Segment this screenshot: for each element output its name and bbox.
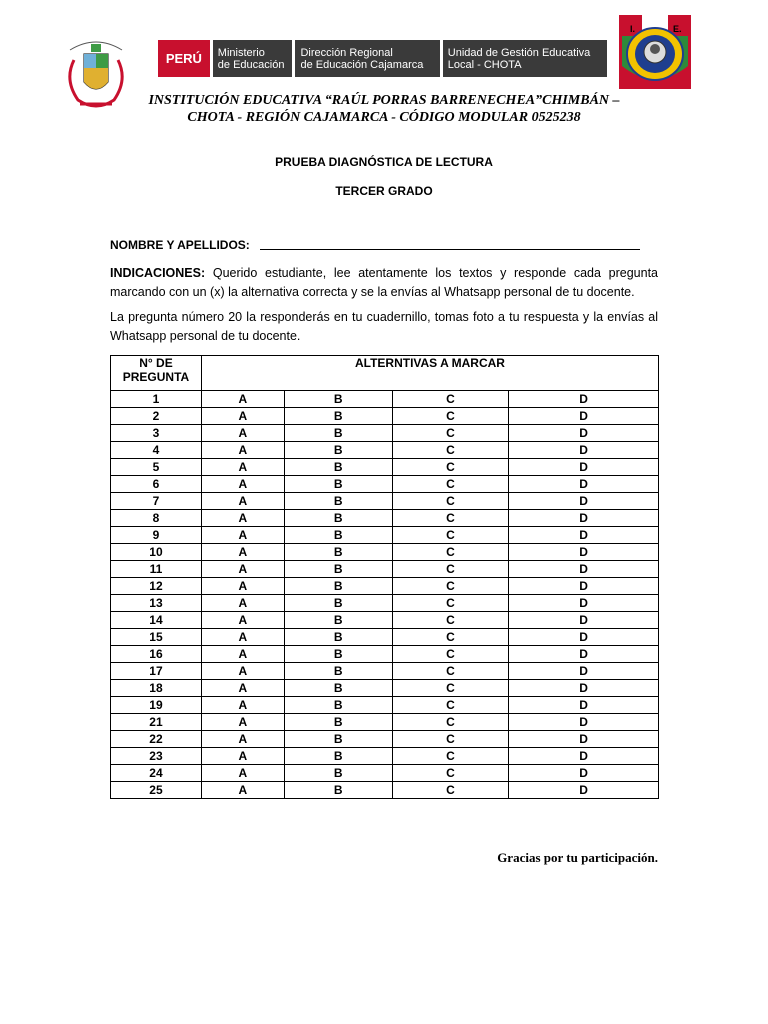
- question-number: 6: [111, 476, 202, 493]
- option-d-cell[interactable]: D: [509, 731, 659, 748]
- indications-paragraph: [110, 264, 658, 302]
- option-a-cell[interactable]: A: [201, 544, 284, 561]
- option-d-cell[interactable]: D: [509, 714, 659, 731]
- question-number: 12: [111, 578, 202, 595]
- institution-line2: CHOTA - REGIÓN CAJAMARCA - CÓDIGO MODULAR 0525238: [187, 110, 581, 125]
- question-number: 7: [111, 493, 202, 510]
- table-row: [111, 408, 659, 425]
- option-d-cell[interactable]: D: [509, 493, 659, 510]
- option-a-cell[interactable]: A: [201, 765, 284, 782]
- option-a-cell[interactable]: A: [201, 510, 284, 527]
- option-c-cell[interactable]: C: [392, 425, 509, 442]
- option-c-cell[interactable]: C: [392, 527, 509, 544]
- table-row: [111, 425, 659, 442]
- banner-dre: [295, 40, 439, 77]
- banner-dre-line2: de Educación Cajamarca: [300, 58, 424, 71]
- table-row: [111, 765, 659, 782]
- question-number: 9: [111, 527, 202, 544]
- option-b-cell[interactable]: B: [284, 612, 392, 629]
- option-c-cell[interactable]: C: [392, 595, 509, 612]
- option-d-cell[interactable]: D: [509, 612, 659, 629]
- question-number: 3: [111, 425, 202, 442]
- option-a-cell[interactable]: A: [201, 527, 284, 544]
- option-d-cell[interactable]: D: [509, 442, 659, 459]
- note-paragraph: La pregunta número 20 la responderás en tu cuadernillo, tomas foto a tu respuesta y la envías al Whatsapp personal de tu docente.: [110, 310, 658, 343]
- option-c-cell[interactable]: C: [392, 544, 509, 561]
- option-d-cell[interactable]: D: [509, 527, 659, 544]
- banner-minedu-line1: Ministerio: [217, 46, 265, 59]
- option-b-cell[interactable]: B: [284, 442, 392, 459]
- option-a-cell[interactable]: A: [201, 748, 284, 765]
- option-c-cell[interactable]: C: [392, 714, 509, 731]
- option-d-cell[interactable]: D: [509, 459, 659, 476]
- option-d-cell[interactable]: D: [509, 561, 659, 578]
- question-number: 8: [111, 510, 202, 527]
- name-blank-line[interactable]: [260, 241, 640, 250]
- option-a-cell[interactable]: A: [201, 595, 284, 612]
- option-d-cell[interactable]: D: [509, 748, 659, 765]
- table-row: [111, 578, 659, 595]
- school-seal-icon: [618, 14, 692, 90]
- banner-ugel-line1: Unidad de Gestión Educativa: [447, 46, 591, 59]
- option-c-cell[interactable]: C: [392, 697, 509, 714]
- option-c-cell[interactable]: C: [392, 782, 509, 799]
- option-d-cell[interactable]: D: [509, 765, 659, 782]
- option-a-cell[interactable]: A: [201, 646, 284, 663]
- table-row: [111, 493, 659, 510]
- question-number: 13: [111, 595, 202, 612]
- institution-line1: INSTITUCIÓN EDUCATIVA “RAÚL PORRAS BARRENECHEA”CHIMBÁN –: [148, 93, 620, 108]
- option-b-cell[interactable]: B: [284, 476, 392, 493]
- option-b-cell[interactable]: B: [284, 493, 392, 510]
- option-c-cell[interactable]: C: [392, 561, 509, 578]
- option-c-cell[interactable]: C: [392, 646, 509, 663]
- option-b-cell[interactable]: B: [284, 391, 392, 408]
- banner-minedu: [213, 40, 293, 77]
- option-b-cell[interactable]: B: [284, 765, 392, 782]
- option-b-cell[interactable]: B: [284, 561, 392, 578]
- question-number: 19: [111, 697, 202, 714]
- table-row: [111, 646, 659, 663]
- option-d-cell[interactable]: D: [509, 782, 659, 799]
- banner-ugel: [443, 40, 607, 77]
- question-number: 18: [111, 680, 202, 697]
- option-c-cell[interactable]: C: [392, 408, 509, 425]
- option-d-cell[interactable]: D: [509, 595, 659, 612]
- option-a-cell[interactable]: A: [201, 629, 284, 646]
- banner-dre-line1: Dirección Regional: [300, 46, 393, 59]
- option-c-cell[interactable]: C: [392, 442, 509, 459]
- option-a-cell[interactable]: A: [201, 408, 284, 425]
- table-row: [111, 442, 659, 459]
- option-b-cell[interactable]: B: [284, 748, 392, 765]
- option-a-cell[interactable]: A: [201, 459, 284, 476]
- table-row: [111, 391, 659, 408]
- banner-peru-label: PERÚ: [165, 50, 202, 66]
- question-number: 24: [111, 765, 202, 782]
- option-b-cell[interactable]: B: [284, 663, 392, 680]
- question-number: 22: [111, 731, 202, 748]
- option-b-cell[interactable]: B: [284, 731, 392, 748]
- indications-label: INDICACIONES:: [110, 266, 206, 280]
- header-alternatives: ALTERNTIVAS A MARCAR: [201, 356, 658, 391]
- option-b-cell[interactable]: B: [284, 595, 392, 612]
- option-d-cell[interactable]: D: [509, 476, 659, 493]
- option-b-cell[interactable]: B: [284, 459, 392, 476]
- option-a-cell[interactable]: A: [201, 425, 284, 442]
- banner-peru: [158, 40, 210, 77]
- question-number: 11: [111, 561, 202, 578]
- table-row: [111, 561, 659, 578]
- option-a-cell[interactable]: A: [201, 731, 284, 748]
- option-b-cell[interactable]: B: [284, 527, 392, 544]
- option-d-cell[interactable]: D: [509, 544, 659, 561]
- option-c-cell[interactable]: C: [392, 476, 509, 493]
- option-a-cell[interactable]: A: [201, 561, 284, 578]
- option-c-cell[interactable]: C: [392, 680, 509, 697]
- option-b-cell[interactable]: B: [284, 646, 392, 663]
- question-number: 23: [111, 748, 202, 765]
- option-a-cell[interactable]: A: [201, 476, 284, 493]
- option-c-cell[interactable]: C: [392, 731, 509, 748]
- option-c-cell[interactable]: C: [392, 459, 509, 476]
- option-d-cell[interactable]: D: [509, 646, 659, 663]
- question-number: 25: [111, 782, 202, 799]
- option-a-cell[interactable]: A: [201, 714, 284, 731]
- name-label: NOMBRE Y APELLIDOS:: [110, 238, 250, 252]
- table-row: [111, 527, 659, 544]
- table-row: [111, 697, 659, 714]
- option-c-cell[interactable]: C: [392, 748, 509, 765]
- option-c-cell[interactable]: C: [392, 612, 509, 629]
- question-number: 4: [111, 442, 202, 459]
- table-row: [111, 731, 659, 748]
- question-number: 15: [111, 629, 202, 646]
- option-a-cell[interactable]: A: [201, 612, 284, 629]
- question-number: 1: [111, 391, 202, 408]
- option-d-cell[interactable]: D: [509, 697, 659, 714]
- option-a-cell[interactable]: A: [201, 782, 284, 799]
- option-d-cell[interactable]: D: [509, 510, 659, 527]
- document-grade: TERCER GRADO: [335, 184, 433, 198]
- option-b-cell[interactable]: B: [284, 680, 392, 697]
- option-c-cell[interactable]: C: [392, 629, 509, 646]
- document-title: PRUEBA DIAGNÓSTICA DE LECTURA: [275, 155, 493, 169]
- table-row: [111, 629, 659, 646]
- question-number: 14: [111, 612, 202, 629]
- option-a-cell[interactable]: A: [201, 391, 284, 408]
- option-a-cell[interactable]: A: [201, 578, 284, 595]
- option-a-cell[interactable]: A: [201, 680, 284, 697]
- option-c-cell[interactable]: C: [392, 493, 509, 510]
- option-b-cell[interactable]: B: [284, 510, 392, 527]
- table-row: [111, 663, 659, 680]
- option-b-cell[interactable]: B: [284, 629, 392, 646]
- table-row: [111, 595, 659, 612]
- option-b-cell[interactable]: B: [284, 408, 392, 425]
- option-c-cell[interactable]: C: [392, 578, 509, 595]
- option-a-cell[interactable]: A: [201, 663, 284, 680]
- table-row: [111, 748, 659, 765]
- option-b-cell[interactable]: B: [284, 782, 392, 799]
- option-b-cell[interactable]: B: [284, 714, 392, 731]
- option-d-cell[interactable]: D: [509, 629, 659, 646]
- table-row: [111, 544, 659, 561]
- seal-letter-right: E.: [673, 24, 682, 34]
- seal-letter-left: I.: [630, 24, 636, 34]
- option-d-cell[interactable]: D: [509, 663, 659, 680]
- table-row: [111, 476, 659, 493]
- table-row: [111, 680, 659, 697]
- institution-heading: [110, 92, 658, 126]
- answer-table-header: [111, 356, 659, 391]
- table-row: [111, 782, 659, 799]
- option-d-cell[interactable]: D: [509, 680, 659, 697]
- ministry-banner: [158, 40, 607, 77]
- option-d-cell[interactable]: D: [509, 425, 659, 442]
- indications-text: Querido estudiante, lee atentamente los textos y responde cada pregunta marcando con un (x) la alternativa correcta y se la envías al Whatsapp personal de tu docente.: [110, 266, 658, 299]
- option-b-cell[interactable]: B: [284, 697, 392, 714]
- option-c-cell[interactable]: C: [392, 765, 509, 782]
- option-d-cell[interactable]: D: [509, 391, 659, 408]
- option-c-cell[interactable]: C: [392, 510, 509, 527]
- thanks-message: Gracias por tu participación.: [497, 850, 658, 865]
- table-row: [111, 510, 659, 527]
- option-c-cell[interactable]: C: [392, 391, 509, 408]
- option-a-cell[interactable]: A: [201, 697, 284, 714]
- option-a-cell[interactable]: A: [201, 442, 284, 459]
- banner-minedu-line2: de Educación: [217, 58, 285, 71]
- option-a-cell[interactable]: A: [201, 493, 284, 510]
- option-c-cell[interactable]: C: [392, 663, 509, 680]
- option-b-cell[interactable]: B: [284, 544, 392, 561]
- question-number: 5: [111, 459, 202, 476]
- question-number: 16: [111, 646, 202, 663]
- option-d-cell[interactable]: D: [509, 408, 659, 425]
- table-row: [111, 612, 659, 629]
- header-question-number: N° DE PREGUNTA: [111, 356, 202, 391]
- banner-ugel-line2: Local - CHOTA: [447, 58, 522, 71]
- answer-table: [110, 355, 659, 799]
- option-b-cell[interactable]: B: [284, 578, 392, 595]
- option-b-cell[interactable]: B: [284, 425, 392, 442]
- table-row: [111, 714, 659, 731]
- question-number: 2: [111, 408, 202, 425]
- table-row: [111, 459, 659, 476]
- question-number: 21: [111, 714, 202, 731]
- question-number: 17: [111, 663, 202, 680]
- question-number: 10: [111, 544, 202, 561]
- name-field-row: [110, 238, 658, 252]
- option-d-cell[interactable]: D: [509, 578, 659, 595]
